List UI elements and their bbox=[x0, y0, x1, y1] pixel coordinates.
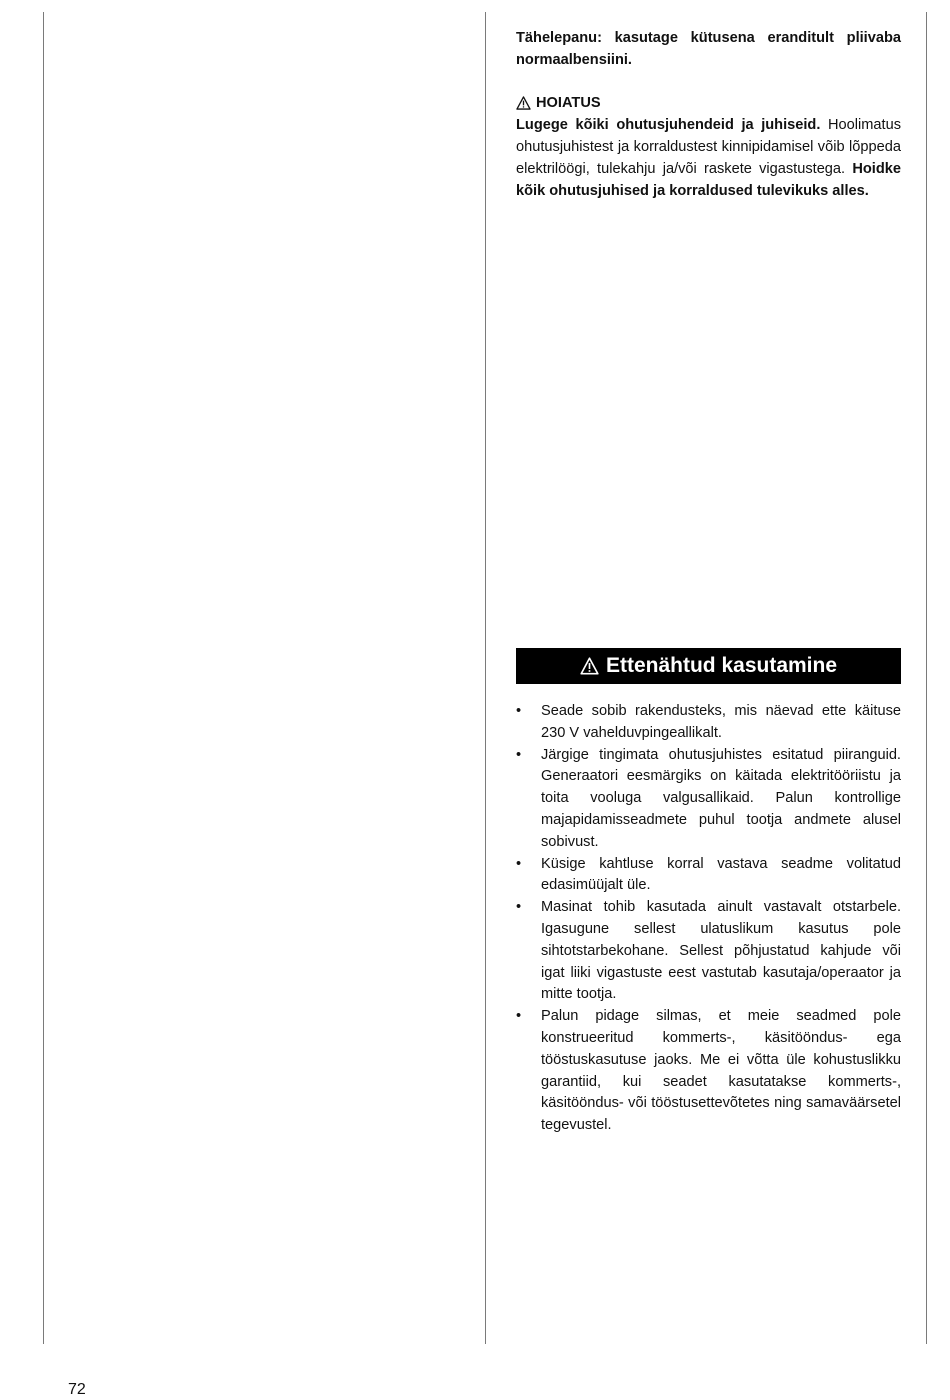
list-item-text: Seade sobib rakendusteks, mis näevad ette käituse 230 V vahelduvpingeallikalt. bbox=[541, 703, 901, 741]
warning-triangle-icon bbox=[580, 657, 599, 675]
list-item bbox=[516, 745, 901, 854]
warning-body bbox=[516, 114, 901, 202]
bullet-marker: • bbox=[516, 899, 522, 916]
list-item bbox=[516, 1006, 901, 1137]
bullet-marker: • bbox=[516, 746, 522, 763]
warning-title-text: HOIATUS bbox=[536, 95, 601, 111]
list-item bbox=[516, 854, 901, 898]
warning-title bbox=[516, 92, 901, 114]
list-item bbox=[516, 701, 901, 745]
warning-bold-lead: Lugege kõiki ohutusjuhendeid ja juhiseid. bbox=[516, 117, 821, 133]
warning-body-text: Hoolimatus ohutusjuhistest ja korraldustest kinnipidamisel võib lõppeda elektrilöögi, tulekahju ja/või raskete vigastustega. bbox=[516, 117, 901, 177]
list-item-text: Järgige tingimata ohutusjuhistes esitatud piiranguid. Generaatori eesmärgiks on käitada elektritööriistu ja toita vooluga valgusallikaid. Palun kontrollige majapidamisseadmete puhul tootja andmete alusel sobivust. bbox=[541, 746, 901, 850]
list-item-text: Küsige kahtluse korral vastava seadme volitatud edasimüüjalt üle. bbox=[541, 855, 901, 894]
list-item-text: Palun pidage silmas, et meie seadmed pole konstrueeritud kommerts-, käsitööndus- ega tööstuskasutuse jaoks. Me ei võtta üle kohustuslikku garantiid, kui seadet kasutatakse kommerts-, käsitööndus- või tööstusettevõtetes ning samaväärsetel tegevustel. bbox=[541, 1008, 901, 1134]
bullet-marker: • bbox=[516, 1008, 522, 1025]
list-item bbox=[516, 897, 901, 1006]
list-item-text: Masinat tohib kasutada ainult vastavalt otstarbele. Igasugune sellest ulatuslikum kasutus pole sihtotstarbekohane. Sellest põhjustatud kahjude või igat liiki vigastuste eest vastutab kasutaja/operaator ja mitte tootja. bbox=[541, 899, 901, 1003]
warning-triangle-icon bbox=[516, 96, 531, 110]
page-number: 72 bbox=[68, 1381, 86, 1398]
column-divider-line bbox=[485, 12, 486, 1344]
section-header-intended-use bbox=[516, 648, 901, 684]
intended-use-list bbox=[516, 701, 901, 1137]
left-margin-line bbox=[43, 12, 44, 1344]
bullet-marker: • bbox=[516, 703, 522, 719]
warning-block bbox=[516, 92, 901, 202]
fuel-notice: Tähelepanu: kasutage kütusena eranditult pliivaba normaalbensiini. bbox=[516, 30, 901, 68]
warning-bold-tail: Hoidke kõik ohutusjuhised ja korraldused tulevikuks alles. bbox=[516, 161, 901, 199]
right-margin-line bbox=[926, 12, 927, 1344]
bullet-marker: • bbox=[516, 855, 522, 872]
section-title: Ettenähtud kasutamine bbox=[605, 654, 838, 677]
